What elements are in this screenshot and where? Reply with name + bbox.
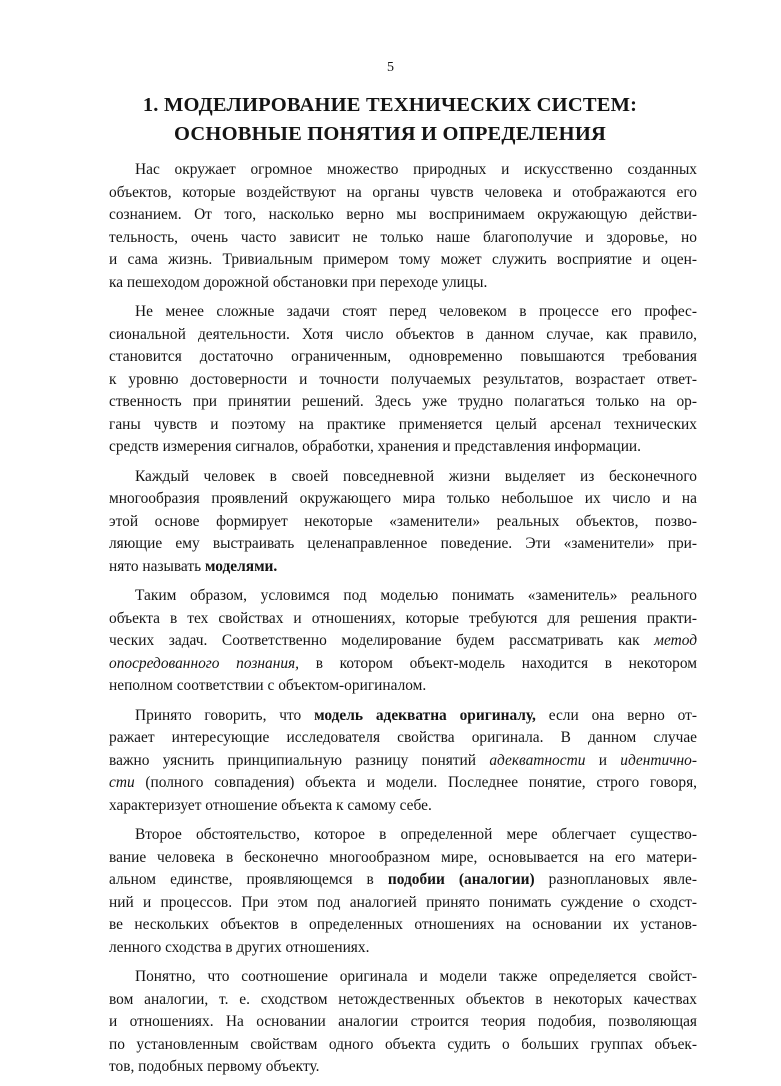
text-run: ляющие ему выстраивать целенаправленное поведение. Эти «заменители» при- bbox=[109, 535, 697, 552]
text-line bbox=[109, 630, 697, 653]
text-run: Второе обстоятельство, которое в определенной мере облегчает существо- bbox=[135, 826, 697, 843]
text-line bbox=[109, 272, 697, 295]
text-run: ственность при принятии решений. Здесь уже трудно полагаться только на ор- bbox=[109, 393, 697, 410]
text-line bbox=[109, 346, 697, 369]
paragraph bbox=[109, 824, 697, 959]
text-line bbox=[109, 772, 697, 795]
text-run: если она верно от- bbox=[535, 706, 697, 724]
text-run: ческих задач. Соответственно моделирование будем рассматривать как bbox=[109, 632, 655, 649]
text-run: Нас окружает огромное множество природных и искусственно созданных bbox=[135, 161, 697, 178]
text-line bbox=[109, 159, 697, 182]
text-run: по установленным свойствам одного объекта судить о больших группах объек- bbox=[109, 1035, 697, 1053]
text-line bbox=[109, 204, 697, 227]
text-line bbox=[109, 824, 697, 847]
text-run: ний и процессов. При этом под аналогией принято понимать суждение о сходст- bbox=[109, 893, 697, 911]
text-run: объекта в тех свойствах и отношениях, которые требуются для решения практи- bbox=[109, 609, 697, 627]
text-line bbox=[109, 488, 697, 511]
text-run: сознанием. От того, насколько верно мы воспринимаем окружающую действи- bbox=[109, 206, 697, 223]
text-run: тов, подобных первому объекту. bbox=[109, 1058, 320, 1075]
text-run: этой основе формирует некоторые «заменители» реальных объектов, позво- bbox=[109, 512, 697, 530]
text-run: важно уяснить принципиальную разницу понятий bbox=[109, 751, 490, 769]
text-run: ве нескольких объектов в определенных отношениях на основании их установ- bbox=[109, 916, 697, 933]
text-run: объектов, которые воздействуют на органы чувств человека и отображаются его bbox=[109, 183, 697, 201]
text-line bbox=[109, 466, 697, 489]
text-line bbox=[109, 585, 697, 608]
text-line bbox=[109, 227, 697, 250]
italic-term: адекватности bbox=[489, 751, 586, 769]
text-line bbox=[109, 795, 697, 818]
text-run: вание человека в бесконечно многообразном мире, основывается на его матери- bbox=[109, 848, 697, 866]
bold-term: модель адекватна оригиналу, bbox=[314, 706, 536, 724]
italic-term: идентично- bbox=[620, 751, 697, 769]
text-run: неполном соответствии с объектом-оригиналом. bbox=[109, 677, 427, 694]
text-line bbox=[109, 914, 697, 937]
paragraph bbox=[109, 705, 697, 818]
text-line bbox=[109, 847, 697, 870]
chapter-title bbox=[70, 91, 710, 149]
text-line bbox=[109, 369, 697, 392]
text-run: Таким образом, условимся под моделью понимать «заменитель» реального bbox=[135, 587, 697, 604]
text-run: Принято говорить, что bbox=[135, 706, 315, 724]
text-line bbox=[109, 436, 697, 459]
text-line bbox=[109, 182, 697, 205]
text-run: разноплановых явле- bbox=[534, 871, 697, 888]
text-run: и bbox=[585, 751, 621, 769]
text-run: становится достаточно ограниченным, одновременно повышаются требования bbox=[109, 348, 697, 365]
paragraph bbox=[109, 301, 697, 459]
body-text bbox=[109, 159, 697, 1086]
text-run: ражает интересующие исследователя свойства оригинала. В данном случае bbox=[109, 729, 697, 746]
paragraph bbox=[109, 585, 697, 698]
page-number: 5 bbox=[387, 60, 394, 75]
chapter-title-line-1: 1. МОДЕЛИРОВАНИЕ ТЕХНИЧЕСКИХ СИСТЕМ: bbox=[142, 94, 638, 116]
text-run: многообразия проявлений окружающего мира только небольшое их число и на bbox=[109, 490, 697, 507]
text-line bbox=[109, 892, 697, 915]
text-run: и сама жизнь. Тривиальным примером тому может служить восприятие и оцен- bbox=[109, 251, 697, 268]
italic-term: сти bbox=[109, 774, 135, 791]
paragraph bbox=[109, 966, 697, 1079]
text-run: в котором объект-модель находится в некотором bbox=[299, 654, 697, 672]
text-line bbox=[109, 414, 697, 437]
italic-term: метод bbox=[654, 632, 697, 649]
text-line bbox=[109, 989, 697, 1012]
text-run: ленного сходства в других отношениях. bbox=[109, 938, 370, 956]
text-run: нято называть bbox=[109, 557, 205, 575]
text-run: к уровню достоверности и точности получаемых результатов, возрастает ответ- bbox=[109, 370, 697, 388]
text-line bbox=[109, 653, 697, 676]
text-run: тельность, очень часто зависит не только наше благополучие и здоровье, но bbox=[109, 228, 697, 246]
text-line bbox=[109, 1011, 697, 1034]
text-run: средств измерения сигналов, обработки, хранения и представления информации. bbox=[109, 438, 642, 455]
bold-term: моделями. bbox=[204, 557, 278, 575]
text-line bbox=[109, 324, 697, 347]
text-line bbox=[109, 727, 697, 750]
text-line bbox=[109, 966, 697, 989]
text-run: ка пешеходом дорожной обстановки при переходе улицы. bbox=[109, 273, 488, 291]
chapter-title-line-2: ОСНОВНЫЕ ПОНЯТИЯ И ОПРЕДЕЛЕНИЯ bbox=[174, 123, 606, 145]
text-line bbox=[109, 391, 697, 414]
paragraph bbox=[109, 159, 697, 294]
text-run: альном единстве, проявляющемся в bbox=[109, 871, 388, 888]
text-line bbox=[109, 556, 697, 579]
text-line bbox=[109, 608, 697, 631]
text-line bbox=[109, 675, 697, 698]
text-run: и отношениях. На основании аналогии строится теория подобия, позволяющая bbox=[109, 1013, 697, 1030]
text-run: Понятно, что соотношение оригинала и модели также определяется свойст- bbox=[135, 968, 697, 985]
text-run: ганы чувств и поэтому на практике применяется целый арсенал технических bbox=[109, 415, 697, 433]
text-run: характеризует отношение объекта к самому себе. bbox=[109, 796, 432, 814]
text-line bbox=[109, 301, 697, 324]
text-line bbox=[109, 1056, 697, 1079]
text-line bbox=[109, 1034, 697, 1057]
text-run: сиональной деятельности. Хотя число объектов в данном случае, как правило, bbox=[109, 325, 697, 343]
italic-term: опосредованного познания, bbox=[109, 654, 300, 672]
text-run: вом аналогии, т. е. сходством нетождественных объектов в некоторых качествах bbox=[109, 990, 697, 1008]
paragraph bbox=[109, 466, 697, 579]
text-line bbox=[109, 249, 697, 272]
text-run: (полного совпадения) объекта и модели. Последнее понятие, строго говоря, bbox=[134, 774, 697, 791]
text-run: Каждый человек в своей повседневной жизни выделяет из бесконечного bbox=[135, 467, 697, 485]
text-line bbox=[109, 511, 697, 534]
text-line bbox=[109, 869, 697, 892]
bold-term: подобии (аналогии) bbox=[387, 871, 535, 888]
text-line bbox=[109, 533, 697, 556]
text-line bbox=[109, 750, 697, 773]
text-line bbox=[109, 937, 697, 960]
text-line bbox=[109, 705, 697, 728]
text-run: Не менее сложные задачи стоят перед человеком в процессе его профес- bbox=[135, 303, 697, 320]
